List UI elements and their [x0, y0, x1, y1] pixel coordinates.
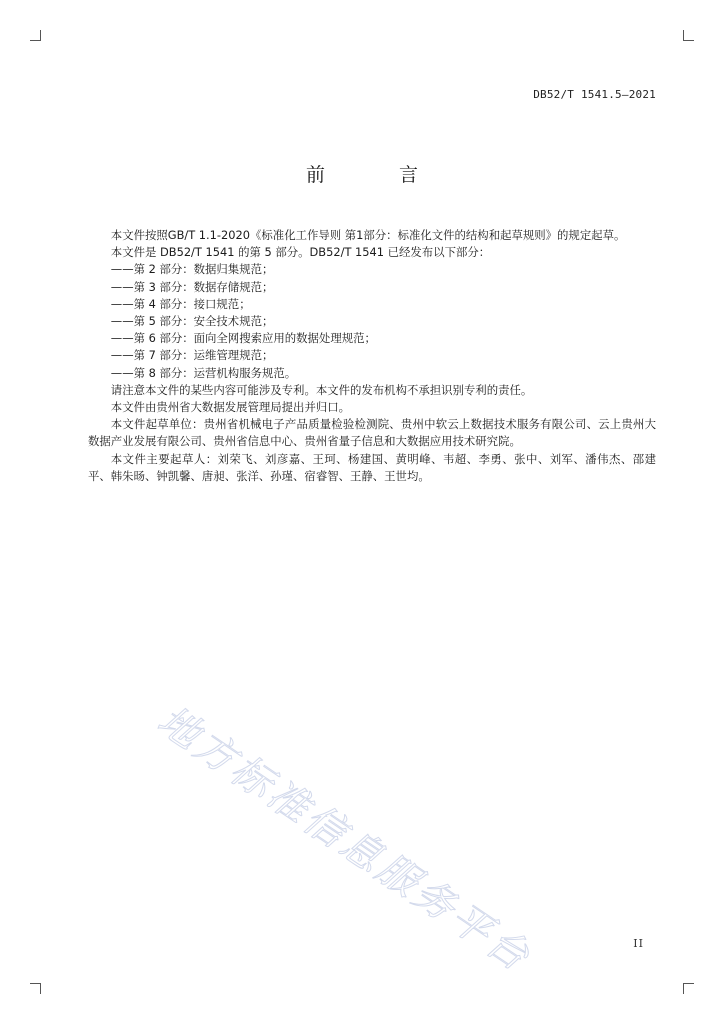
crop-mark-bottom-right: [683, 983, 694, 994]
list-item-part-8: ——第 8 部分：运营机构服务规范。: [110, 365, 297, 380]
paragraph-patent-notice: 请注意本文件的某些内容可能涉及专利。本文件的发布机构不承担识别专利的责任。: [110, 382, 533, 397]
paragraph-drafters: 本文件主要起草人：刘荣飞、刘彦嘉、王珂、杨建国、黄明峰、韦超、李勇、张中、刘军、潘伟杰、邵建平、韩朱旸、钟凯馨、唐昶、张洋、孙瑾、宿睿智、王静、王世均。: [88, 451, 656, 483]
list-item-part-2: ——第 2 部分：数据归集规范；: [110, 262, 274, 277]
paragraph-drafting-rules: 本文件按照GB/T 1.1-2020《标准化工作导则 第1部分：标准化文件的结构和起草规则》的规定起草。: [110, 228, 626, 242]
list-item-part-6: ——第 6 部分：面向全网搜索应用的数据处理规范；: [110, 331, 376, 346]
paragraph-drafting-units: 本文件起草单位：贵州省机械电子产品质量检验检测院、贵州中软云上数据技术服务有限公司、云上贵州大数据产业发展有限公司、贵州省信息中心、贵州省量子信息和大数据应用技术研究院。: [88, 417, 656, 449]
paragraph-parts-intro: 本文件是 DB52/T 1541 的第 5 部分。DB52/T 1541 已经发布以下部分：: [110, 245, 491, 260]
list-item-part-4: ——第 4 部分：接口规范；: [110, 296, 251, 311]
watermark: 地方标准信息服务平台: [149, 697, 540, 982]
crop-mark-bottom-left: [30, 983, 41, 994]
crop-mark-top-right: [683, 30, 694, 41]
list-item-part-5: ——第 5 部分：安全技术规范；: [110, 314, 274, 329]
paragraph-proposer: 本文件由贵州省大数据发展管理局提出并归口。: [110, 400, 351, 415]
list-item-part-7: ——第 7 部分：运维管理规范；: [110, 348, 274, 363]
foreword-body: [88, 227, 656, 485]
list-item-part-3: ——第 3 部分：数据存储规范；: [110, 279, 274, 294]
crop-mark-top-left: [30, 30, 41, 41]
page-number: II: [633, 937, 644, 950]
page-title: 前 言: [305, 164, 453, 186]
document-code: DB52/T 1541.5—2021: [533, 88, 656, 101]
